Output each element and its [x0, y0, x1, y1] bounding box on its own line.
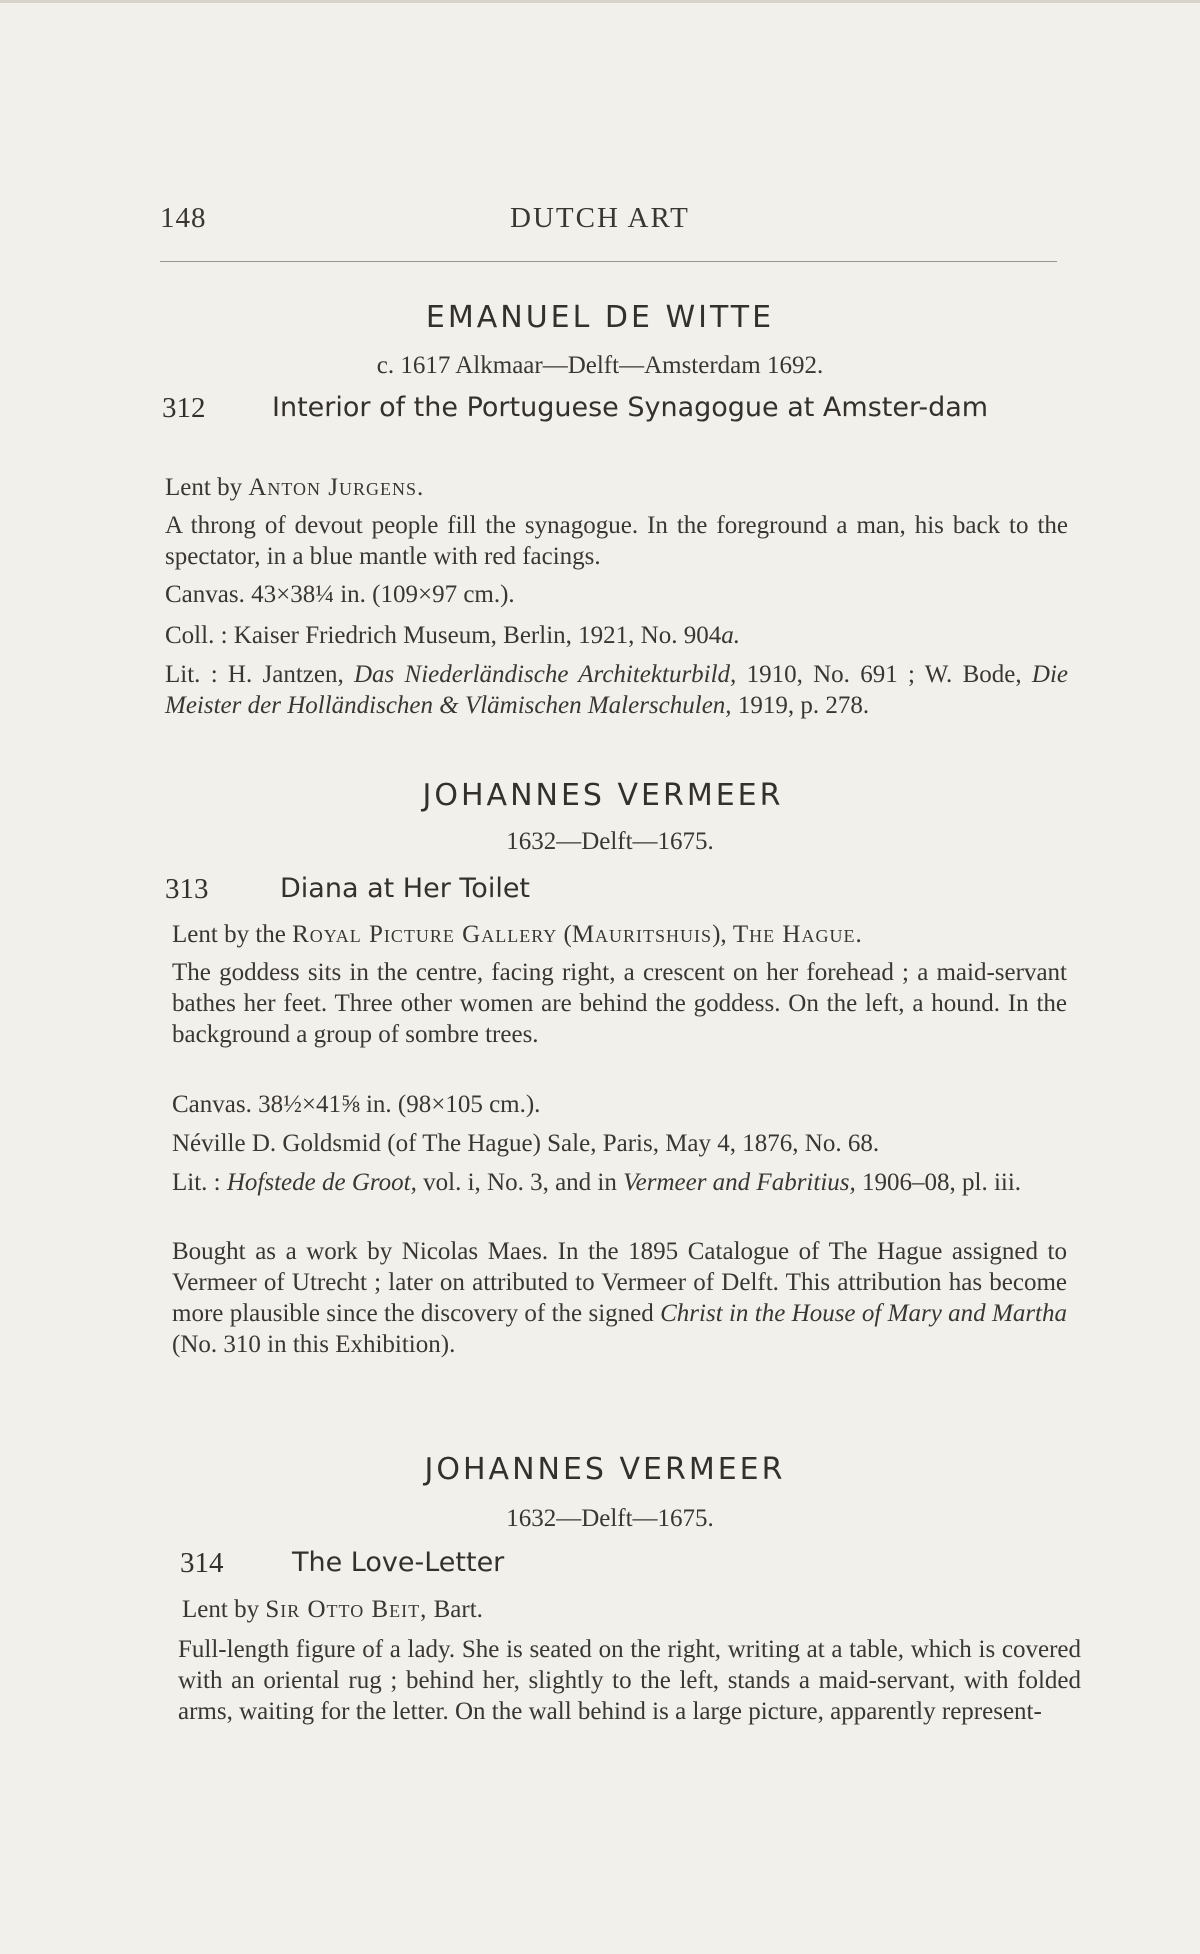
page-top-edge	[0, 0, 1200, 3]
entry-header	[165, 873, 1065, 909]
entry-title: Diana at Her Toilet	[280, 873, 531, 904]
collection-line: Coll. : Kaiser Friedrich Museum, Berlin, 1921, No. 904a.	[165, 622, 740, 649]
entry-header	[180, 1547, 1080, 1583]
canvas-dimensions: Canvas. 38½×41⅝ in. (98×105 cm.).	[172, 1091, 541, 1118]
canvas-dimensions: Canvas. 43×38¼ in. (109×97 cm.).	[165, 581, 515, 608]
header-rule	[160, 261, 1057, 262]
lender-line: Lent by the Royal Picture Gallery (Mauritshuis), The Hague.	[172, 921, 863, 948]
page-number: 148	[160, 202, 207, 234]
description: A throng of devout people fill the synagogue. In the foreground a man, his back to the spectator, in a blue mantle with red facings.	[165, 512, 1068, 570]
artist-heading: JOHANNES VERMEER	[424, 1452, 786, 1487]
entry-number: 314	[180, 1547, 224, 1579]
artist-dates: 1632—Delft—1675.	[506, 828, 714, 855]
artist-dates: c. 1617 Alkmaar—Delft—Amsterdam 1692.	[376, 352, 824, 379]
note: Bought as a work by Nicolas Maes. In the 1895 Catalogue of The Hague assigned to Vermeer of Utrecht ; later on attributed to Vermeer of Delft. This attribution has become more plausible since the discovery of the signed Christ in the House of Mary and Martha (No. 310 in this Exhibition).	[172, 1238, 1067, 1358]
lender-line: Lent by Anton Jurgens.	[165, 474, 425, 501]
entry-title: Interior of the Portuguese Synagogue at Amster-dam	[272, 392, 989, 423]
entry-header	[162, 392, 1062, 462]
artist-dates: 1632—Delft—1675.	[506, 1505, 714, 1532]
provenance: Néville D. Goldsmid (of The Hague) Sale, Paris, May 4, 1876, No. 68.	[172, 1130, 880, 1157]
artist-heading: JOHANNES VERMEER	[422, 778, 784, 813]
description: Full-length figure of a lady. She is seated on the right, writing at a table, which is covered with an oriental rug ; behind her, slightly to the left, stands a maid-servant, with folded arms, waiting for the letter. On the wall behind is a large picture, apparently represent-	[178, 1636, 1081, 1725]
literature: Lit. : Hofstede de Groot, vol. i, No. 3, and in Vermeer and Fabritius, 1906–08, pl. iii.	[172, 1169, 1022, 1196]
description: The goddess sits in the centre, facing right, a crescent on her forehead ; a maid-servant bathes her feet. Three other women are behind the goddess. On the left, a hound. In the background a group of sombre trees.	[172, 959, 1067, 1048]
literature: Lit. : H. Jantzen, Das Niederländische Architekturbild, 1910, No. 691 ; W. Bode, Die Meister der Holländischen & Vlämischen Malerschulen, 1919, p. 278.	[165, 661, 1068, 719]
page-header	[160, 202, 1060, 242]
artist-heading: EMANUEL DE WITTE	[425, 300, 775, 335]
entry-title: The Love-Letter	[292, 1547, 505, 1578]
entry-number: 313	[165, 873, 209, 905]
lender-line: Lent by Sir Otto Beit, Bart.	[182, 1596, 483, 1623]
running-head: DUTCH ART	[510, 202, 690, 234]
entry-number: 312	[162, 392, 206, 424]
